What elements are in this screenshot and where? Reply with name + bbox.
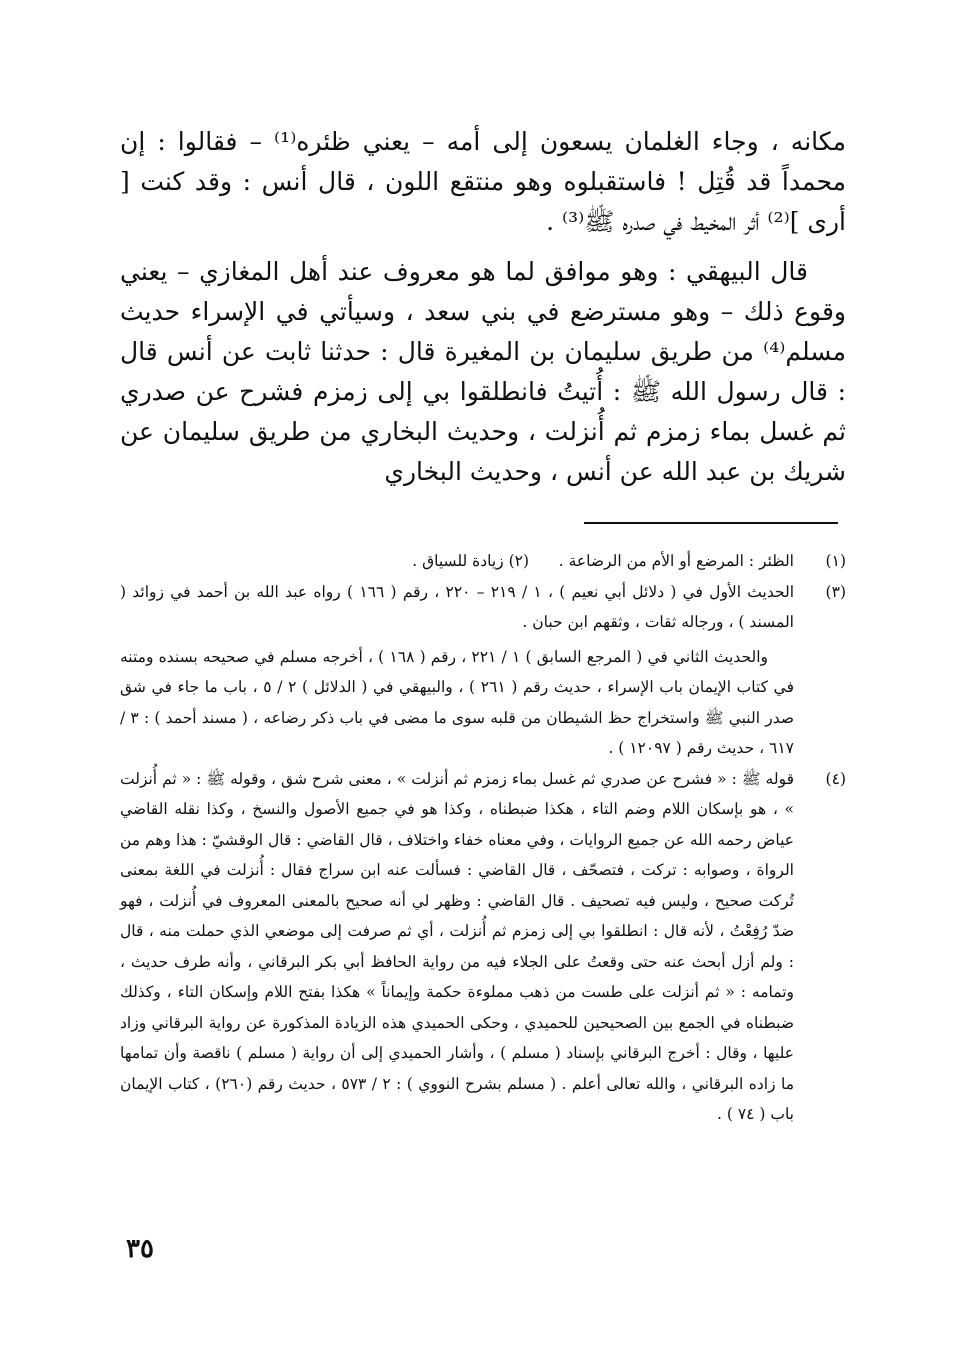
footnote-1-2 <box>120 546 846 577</box>
page-number: ٣٥ <box>126 1234 154 1264</box>
footnote-text: الظئر : المرضع أو الأم من الرضاعة . <box>558 552 794 570</box>
footnote-text: الحديث الأول في ( دلائل أبي نعيم ) ، ١ / ٢١٩ – ٢٢٠ ، رقم ( ١٦٦ ) رواه عبد الله بن أحمد في زوائد ( المسند ) ، ورجاله ثقات ، وثقهم ابن حبان . <box>120 582 795 631</box>
footnote-number: (١) <box>825 552 846 570</box>
footnote-separator <box>584 522 838 524</box>
main-paragraph-2: قال البيهقي : وهو موافق لما هو معروف عند أهل المغازي – يعني وقوع ذلك – وهو مسترضع في بني سعد ، وسيأتي في الإسراء حديث مسلم⁽⁴⁾ من طريق سليمان بن المغيرة قال : حدثنا ثابت عن أنس قال : قال رسول الله ﷺ : أُتيتُ فانطلقوا بي إلى زمزم فشرح عن صدري ثم غسل بماء زمزم ثم أُنزلت ، وحديث البخاري من طريق سليمان عن شريك بن عبد الله عن أنس ، وحديث البخاري <box>120 257 846 486</box>
footnote-4 <box>120 764 846 1130</box>
footnote-number: (٢) <box>508 552 530 570</box>
main-paragraph-1: مكانه ، وجاء الغلمان يسعون إلى أمه – يعني ظئره⁽¹⁾ – فقالوا : إن محمداً قد قُتِل ! فاستقبلوه وهو منتقع اللون ، قال أنس : وقد كنت [ أرى ]⁽²⁾ أثر المخيط في صدره ﷺ⁽³⁾ . <box>120 127 846 236</box>
footnote-text: زيادة للسياق . <box>412 552 504 570</box>
footnote-number: (٤) <box>825 769 846 788</box>
footnote-text: قوله ﷺ : « فشرح عن صدري ثم غسل بماء زمزم ثم أنزلت » ، معنى شرح شق ، وقوله ﷺ : « ثم أُنزلت » ، هو بإسكان اللام وضم التاء ، هكذا ضبطناه ، وكذا هو في جميع الأصول والنسخ ، وكذا نقله القاضي عياض رحمه الله عن جميع الروايات ، وفي معناه خفاء واختلاف ، قال القاضي : قال الوقشيّ : هذا وهم من الرواة ، وصوابه : تركت ، فتصحّف ، قال القاضي : فسألت عنه ابن سراج فقال : أُنزلت في اللغة بمعنى تُركت صحيح ، وليس فيه تصحيف . قال القاضي : وظهر لي أنه صحيح بالمعنى المعروف في أُنزلت ، فهو ضدّ رُفِعْتُ ، لأنه قال : انطلقوا بي إلى زمزم ثم أُنزلت ، أي ثم صرفت إلى موضعي الذي حملت منه ، قال : ولم أزل أبحث عنه حتى وقعتُ على الجلاء فيه من رواية الحافظ أبي بكر البرقاني ، وأنه طرف حديث ، وتمامه : « ثم أنزلت على طست من ذهب مملوءة حكمة وإيماناً » هكذا بفتح اللام وإسكان التاء ، وكذلك ضبطناه في الجمع بين الصحيحين للحميدي ، وحكى الحميدي هذه الزيادة المذكورة عن رواية البرقاني وزاد عليها ، وقال : أخرج البرقاني بإسناد ( مسلم ) ، وأشار الحميدي إلى أن رواية ( مسلم ) ناقصة وأن تمامها ما زاده البرقاني ، والله تعالى أعلم . ( مسلم بشرح النووي ) : ٢ / ٥٧٣ ، حديث رقم (٢٦٠) ، كتاب الإيمان باب ( ٧٤ ) . <box>120 769 794 1123</box>
footnote-text: والحديث الثاني في ( المرجع السابق ) ١ / ٢٢١ ، رقم ( ١٦٨ ) ، أخرجه مسلم في صحيحه بسنده ومتنه في كتاب الإيمان باب الإسراء ، حديث رقم ( ٢٦١ ) ، والبيهقي في ( الدلائل ) ٢ / ٥ ، باب ما جاء في شق صدر النبي ﷺ واستخراج حظ الشيطان من قلبه سوى ما مضى في باب ذكر رضاعه ، ( مسند أحمد ) : ٣ / ٦١٧ ، حديث رقم ( ١٢٠٩٧ ) . <box>120 647 794 757</box>
footnotes <box>120 546 846 1130</box>
main-text <box>120 122 846 492</box>
footnote-number: (٣) <box>825 582 846 601</box>
footnote-3 <box>120 577 846 764</box>
